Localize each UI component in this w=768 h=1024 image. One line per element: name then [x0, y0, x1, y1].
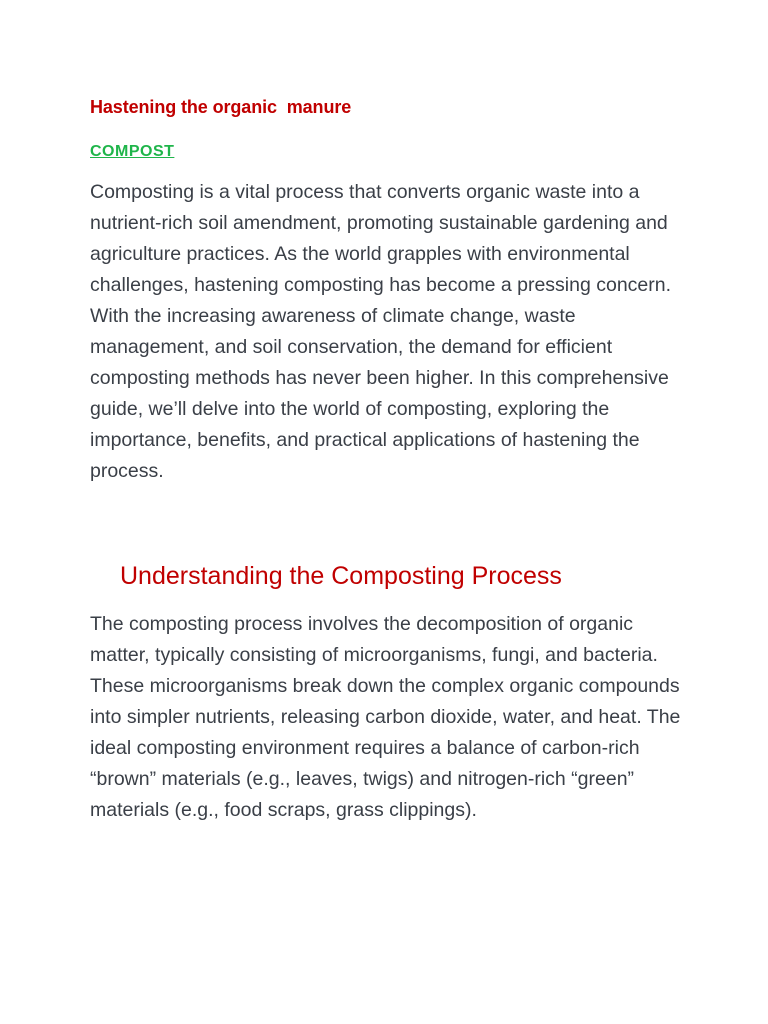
section-paragraph: The composting process involves the decomposition of organic matter, typically consisting of microorganisms, fungi, and bacteria. These microorganisms break down the complex organic compounds into simpler nutrients, releasing carbon dioxide, water, and heat. The ideal composting environment requires a balance of carbon-rich “brown” materials (e.g., leaves, twigs) and nitrogen-rich “green” materials (e.g., food scraps, grass clippings). [90, 613, 681, 821]
section-heading: Understanding the Composting Process [120, 562, 562, 590]
document-title: Hastening the organic manure [90, 97, 352, 117]
intro-paragraph: Composting is a vital process that converts organic waste into a nutrient-rich soil amendment, promoting sustainable gardening and agriculture practices. As the world grapples with environmental challenges, hastening composting has become a pressing concern. With the increasing awareness of climate change, waste management, and soil conservation, the demand for efficient composting methods has never been higher. In this comprehensive guide, we’ll delve into the world of composting, exploring the importance, benefits, and practical applications of hastening the process. [90, 181, 672, 482]
compost-link[interactable]: COMPOST [90, 143, 175, 160]
